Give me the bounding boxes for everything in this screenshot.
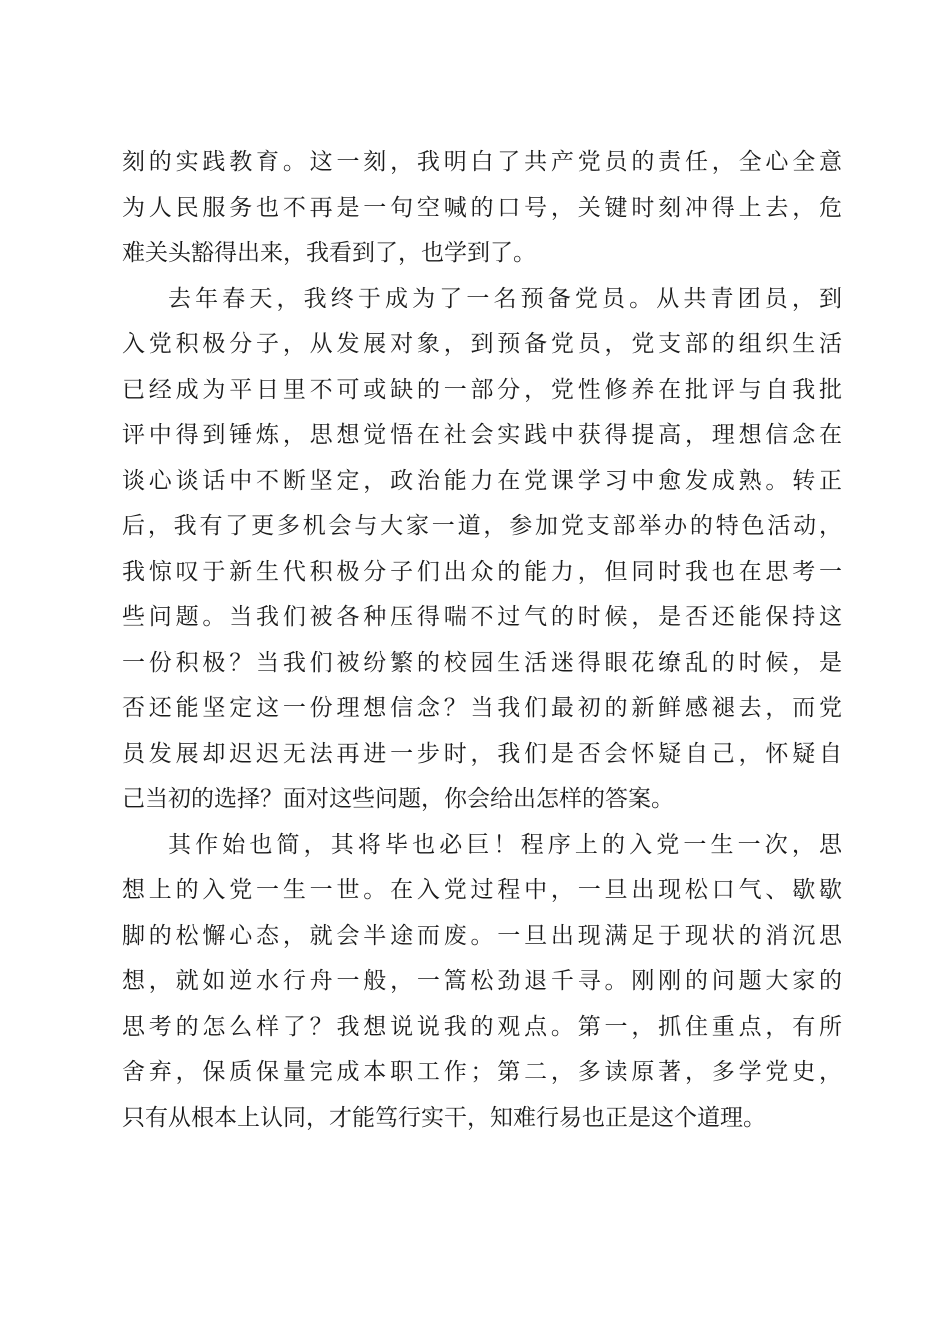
paragraph-3-line-7: 只有从根本上认同，才能笃行实干，知难行易也正是这个道理。: [122, 1104, 766, 1131]
paragraph-2-line-11: 员发展却迟迟无法再进一步时，我们是否会怀疑自己，怀疑自: [122, 740, 842, 767]
paragraph-1-line-2: 为人民服务也不再是一句空喊的口号，关键时刻冲得上去，危: [122, 194, 842, 221]
paragraph-1-line-1: 刻的实践教育。这一刻，我明白了共产党员的责任，全心全意: [122, 149, 842, 175]
paragraph-3-line-2: 想上的入党一生一世。在入党过程中，一旦出现松口气、歇歇: [122, 877, 842, 903]
paragraph-3-line-6: 舍弃，保质保量完成本职工作；第二，多读原著，多学党史，: [122, 1059, 842, 1085]
paragraph-2-line-6: 后，我有了更多机会与大家一道，参加党支部举办的特色活动，: [122, 513, 842, 539]
paragraph-2-line-3: 已经成为平日里不可或缺的一部分，党性修养在批评与自我批: [122, 376, 842, 403]
paragraph-2-line-7: 我惊叹于新生代积极分子们出众的能力，但同时我也在思考一: [122, 558, 842, 585]
paragraph-1-line-3: 难关头豁得出来，我看到了，也学到了。: [122, 240, 536, 266]
paragraph-2-line-9: 一份积极？当我们被纷繁的校园生活迷得眼花缭乱的时候，是: [122, 649, 842, 676]
body-text: [122, 140, 842, 1141]
paragraph-2-line-10: 否还能坚定这一份理想信念？当我们最初的新鲜感褪去，而党: [122, 695, 842, 721]
paragraph-3-line-5: 思考的怎么样了？我想说说我的观点。第一，抓住重点，有所: [122, 1013, 842, 1040]
paragraph-2-line-1: 去年春天，我终于成为了一名预备党员。从共青团员，到: [168, 285, 842, 312]
paragraph-2-line-5: 谈心谈话中不断坚定，政治能力在党课学习中愈发成熟。转正: [122, 467, 842, 494]
paragraph-3-line-3: 脚的松懈心态，就会半途而废。一旦出现满足于现状的消沉思: [122, 922, 842, 949]
paragraph-3-line-1: 其作始也简，其将毕也必巨！程序上的入党一生一次，思: [168, 831, 842, 858]
paragraph-3-line-4: 想，就如逆水行舟一般，一篙松劲退千寻。刚刚的问题大家的: [122, 968, 842, 994]
paragraph-2-line-8: 些问题。当我们被各种压得喘不过气的时候，是否还能保持这: [122, 604, 842, 630]
paragraph-2-line-12: 己当初的选择？面对这些问题，你会给出怎样的答案。: [122, 786, 674, 812]
paragraph-2-line-4: 评中得到锤炼，思想觉悟在社会实践中获得提高，理想信念在: [122, 422, 842, 448]
paragraph-2-line-2: 入党积极分子，从发展对象，到预备党员，党支部的组织生活: [122, 331, 842, 357]
